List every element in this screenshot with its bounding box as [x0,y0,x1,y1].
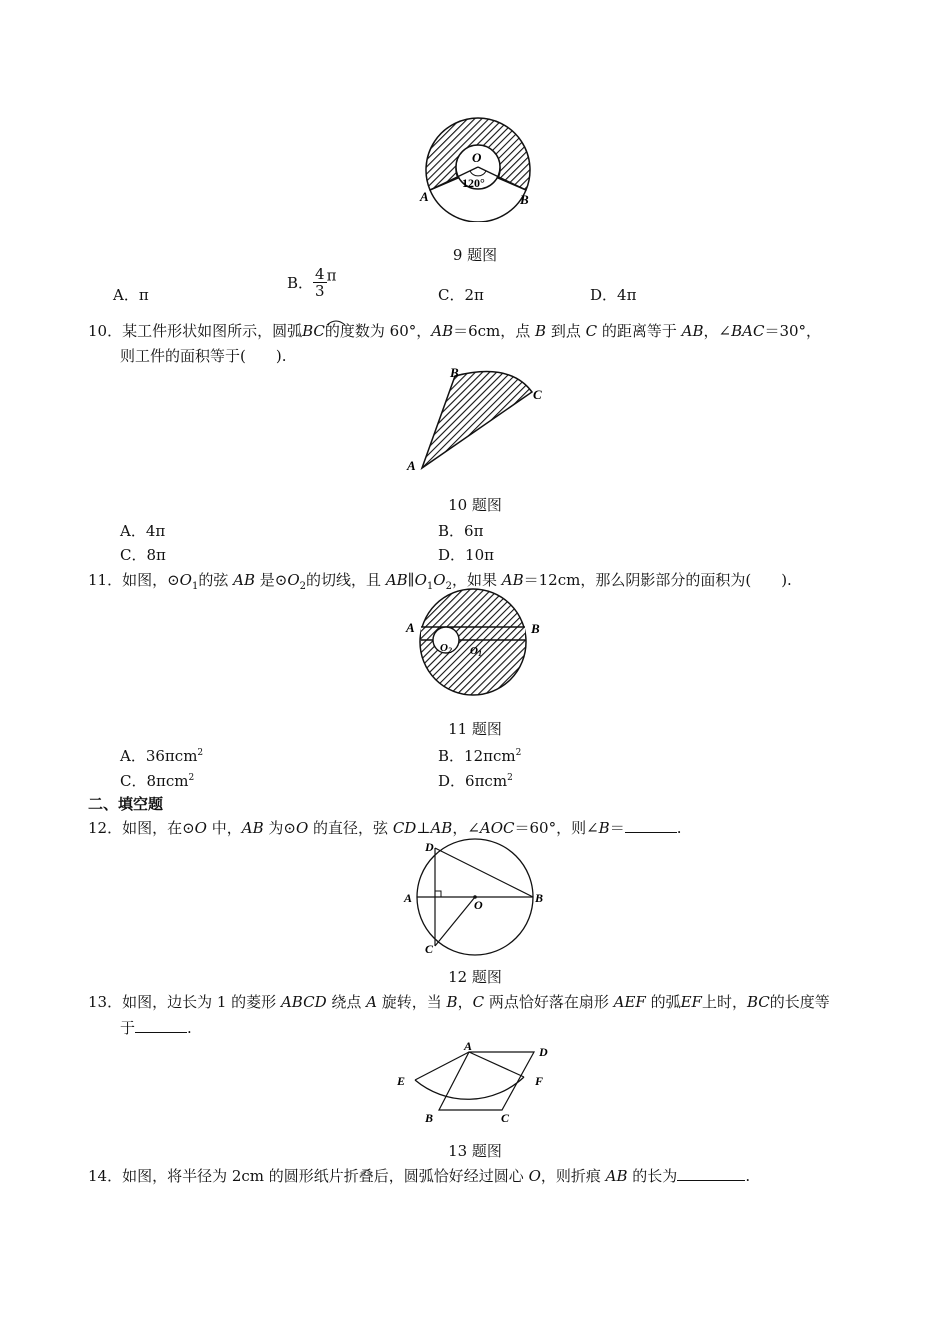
q11-var: O [414,571,427,589]
q12-var: AB [241,819,264,837]
q14-answer-blank[interactable] [677,1166,745,1181]
q11-option-a-text: 36πcm [145,747,198,765]
q14-stem-text: 的长为 [627,1167,678,1185]
q10-option-d-letter: D． [438,546,466,564]
q10-figure [400,362,560,477]
q10-stem-line2: 则工件的面积等于( ). [120,347,287,365]
q12-var: B [598,819,610,837]
q13-var: AEF [613,993,646,1011]
q13-answer-blank[interactable] [135,1018,187,1033]
q11-option-b-letter: B． [438,747,465,765]
q10-option-c-letter: C． [120,546,147,564]
q11-number: 11． [88,571,123,589]
q10-var: B [535,322,547,340]
q11-var: O [433,571,446,589]
q14-var: O [528,1167,541,1185]
q10-var: AB [431,322,454,340]
q12-stem-text: ＝60°，则∠ [514,819,599,837]
q10-option-a-text: 4π [145,522,166,540]
q11-stem-text: ＝12cm，那么阴影部分的面积为( ). [523,571,792,589]
q10-caption: 10 题图 [448,496,502,514]
q9-label-o: O [472,150,482,165]
q9-option-d-letter: D． [590,286,618,304]
q9-option-a[interactable] [113,284,149,305]
q14-stem-text: . [745,1167,751,1185]
q10-stem [88,321,821,341]
q12-caption: 12 题图 [448,968,502,986]
q13-stem [88,992,830,1012]
q13-stem-text: ， [457,993,473,1011]
q10-var: C [585,322,598,340]
q11-label-b: B [531,621,540,636]
q12-answer-blank[interactable] [625,818,677,833]
q9-option-b-text: π [326,266,337,285]
q9-label-a: A [420,189,429,204]
q12-stem-text: 为⊙ [263,819,296,837]
q11-option-c[interactable] [120,770,194,791]
q10-option-b-text: 6π [464,522,484,540]
q11-option-d[interactable] [438,770,513,791]
q11-stem-text: 的切线，且 [306,571,386,589]
q10-option-d[interactable] [438,544,494,565]
q12-stem-text: . [676,819,682,837]
q9-option-b-letter: B． [287,274,314,292]
q14-stem-text: 如图，将半径为 2cm 的圆形纸片折叠后，圆弧恰好经过圆心 [122,1167,529,1185]
q10-option-b-letter: B． [438,522,465,540]
q12-var: O [194,819,207,837]
q13-caption: 13 题图 [448,1142,502,1160]
q13-var: ABCD [280,993,327,1011]
q9-label-b: B [520,192,529,207]
q14-number: 14． [88,1167,123,1185]
q13-stem-text: 旋转，当 [376,993,447,1011]
q10-option-a[interactable] [120,520,165,541]
q11-sub: 1 [426,581,434,592]
q14-stem-text: ，则折痕 [540,1167,606,1185]
q12-label-b: B [535,891,544,905]
q13-stem-text: 绕点 [326,993,367,1011]
q10-option-d-text: 10π [465,546,494,564]
q13-var: A [366,993,377,1011]
q12-stem-text: 如图，在⊙ [122,819,195,837]
q10-stem-text: 某工件形状如图所示，圆弧 [122,322,303,340]
q11-option-b-sup: 2 [515,748,522,758]
q12-stem-text: 中， [206,819,242,837]
q13-label-e: E [397,1074,406,1088]
q12-stem-text: ，∠ [452,819,480,837]
q11-option-a[interactable] [120,745,203,766]
q11-option-c-letter: C． [120,772,147,790]
q9-option-c-letter: C． [438,286,465,304]
q11-option-c-sup: 2 [188,773,195,783]
q13-arc-ef: EF [680,993,702,1011]
q10-option-b[interactable] [438,520,483,541]
q11-stem-text: 的弦 [198,571,234,589]
q12-var: O [295,819,309,837]
q9-caption: 9 题图 [452,246,498,264]
q11-label-o1-letter: O [470,645,478,657]
q11-stem-text: 是⊙ [255,571,288,589]
q13-label-a: A [464,1039,473,1053]
q11-var: AB [233,571,255,589]
q13-stem-text: 的长度等 [769,993,830,1011]
q13-var: C [472,993,485,1011]
q11-var: AB [385,571,408,589]
q12-var: AOC [479,819,515,837]
q11-label-o2-sub: 2 [447,646,452,655]
q9-option-b-numerator: 4 [315,265,325,283]
q11-stem-text: ，如果 [451,571,502,589]
q9-option-b-fraction [313,266,327,299]
q11-var: O [179,571,192,589]
q11-caption: 11 题图 [448,720,502,738]
q12-stem-text: ⊥ [416,819,431,837]
q10-var: AB [681,322,704,340]
q10-stem-text: ＝6cm，点 [453,322,536,340]
q11-sub: 2 [445,581,452,592]
q12-var: CD [392,819,417,837]
q9-figure [410,112,550,222]
q11-label-o2-letter: O [440,642,448,654]
q11-option-d-text: 6πcm [465,772,508,790]
q10-stem-text: 到点 [546,322,586,340]
q12-stem-text: ＝ [609,819,625,837]
q10-stem-text: ，∠ [703,322,732,340]
q11-option-b[interactable] [438,745,521,766]
q11-sub: 2 [299,581,307,592]
section-title: 二、填空题 [88,795,164,813]
q10-label-c: C [533,387,542,402]
q12-label-c: C [425,942,434,956]
q12-label-o: O [474,898,483,912]
q9-option-a-text: π [138,286,149,304]
q13-figure [393,1038,563,1128]
q11-var: O [287,571,300,589]
q11-option-d-sup: 2 [507,773,513,783]
q10-stem-text: 的距离等于 [597,322,682,340]
q13-stem-text: 上时， [701,993,747,1011]
q11-var: AB [501,571,524,589]
q11-option-a-sup: 2 [197,748,204,758]
q13-label-c: C [501,1111,510,1125]
q13-arc-bc: BC [746,993,770,1011]
q11-option-b-text: 12πcm [464,747,516,765]
q13-stem-text: 两点恰好落在扇形 [484,993,614,1011]
q9-label-angle: 120° [462,176,485,190]
q10-arc-mark [325,318,347,326]
q9-option-b[interactable] [287,266,336,299]
q11-label-a: A [406,620,415,635]
q14-stem [88,1166,750,1186]
q14-var: AB [605,1167,628,1185]
q12-label-d: D [425,840,434,854]
q13-stem-line2 [120,1018,192,1038]
q10-stem-text: ＝30°， [764,322,822,340]
q13-stem-text: 的弧 [645,993,681,1011]
q10-label-b: B [450,365,459,380]
q13-stem-text: . [187,1019,192,1037]
q11-option-d-letter: D． [438,772,466,790]
q9-option-a-letter: A． [113,286,139,304]
q13-label-f: F [535,1074,544,1088]
q10-stem-text: 的度数为 60°， [324,322,432,340]
q10-option-c-text: 8π [146,546,166,564]
q10-option-a-letter: A． [120,522,146,540]
q13-stem-text: 于 [120,1019,136,1037]
q12-stem-text: 的直径，弦 [308,819,393,837]
q12-label-a: A [404,891,413,905]
q9-option-d[interactable] [590,284,636,305]
q11-option-c-text: 8πcm [146,772,189,790]
q9-option-b-denominator: 3 [315,282,325,300]
q11-stem-text: ∥ [407,571,415,589]
q13-stem-text: 如图，边长为 1 的菱形 [122,993,281,1011]
q12-figure [395,836,555,958]
q9-option-c[interactable] [438,284,484,305]
q10-number: 10． [88,322,123,340]
q10-var: BAC [731,322,765,340]
q9-option-c-text: 2π [464,286,484,304]
q11-figure [400,588,550,698]
q11-option-a-letter: A． [120,747,146,765]
q12-number: 12． [88,819,123,837]
q10-arc-bc: BC [302,322,325,340]
q11-label-o1-sub: 1 [477,649,482,658]
q13-label-b: B [425,1111,434,1125]
q10-label-a: A [407,458,416,473]
q11-stem-text: 如图，⊙ [122,571,180,589]
q13-label-d: D [539,1045,548,1059]
q9-option-d-text: 4π [617,286,637,304]
q13-var: B [446,993,458,1011]
q13-number: 13． [88,993,123,1011]
q11-sub: 1 [191,581,199,592]
q10-option-c[interactable] [120,544,166,565]
q12-var: AB [430,819,453,837]
q12-stem [88,818,681,838]
